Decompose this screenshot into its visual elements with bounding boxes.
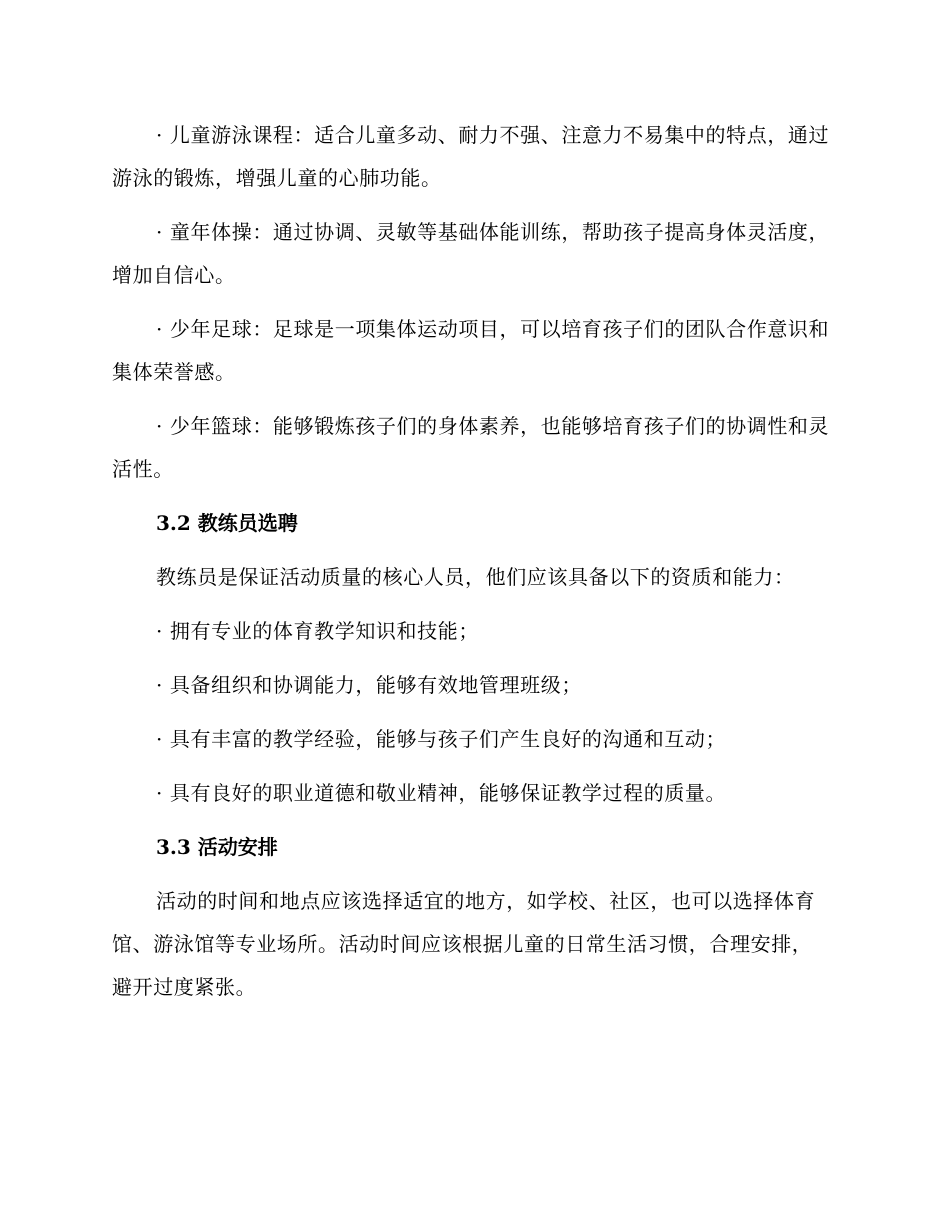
program-item-football: · 少年足球：足球是一项集体运动项目，可以培育孩子们的团队合作意识和集体荣誉感。 bbox=[112, 317, 830, 384]
program-item-basketball: · 少年篮球：能够锻炼孩子们的身体素养，也能够培育孩子们的协调性和灵活性。 bbox=[112, 414, 830, 481]
coach-requirement-item: · 具有丰富的教学经验，能够与孩子们产生良好的沟通和互动； bbox=[156, 727, 727, 751]
coach-requirement-item: · 具有良好的职业道德和敬业精神，能够保证教学过程的质量。 bbox=[156, 781, 727, 805]
section-heading-activity-arrangement: 3.3 活动安排 bbox=[156, 835, 278, 859]
program-item-swimming: · 儿童游泳课程：适合儿童多动、耐力不强、注意力不易集中的特点，通过游泳的锻炼，增强儿童的心肺功能。 bbox=[112, 123, 830, 190]
program-item-gymnastics: · 童年体操：通过协调、灵敏等基础体能训练，帮助孩子提高身体灵活度，增加自信心。 bbox=[112, 220, 830, 287]
coach-requirement-item: · 具备组织和协调能力，能够有效地管理班级； bbox=[156, 673, 582, 697]
section-heading-coach-selection: 3.2 教练员选聘 bbox=[156, 511, 298, 535]
coach-selection-intro: 教练员是保证活动质量的核心人员，他们应该具备以下的资质和能力： bbox=[156, 565, 795, 589]
coach-requirement-item: · 拥有专业的体育教学知识和技能； bbox=[156, 619, 479, 643]
activity-arrangement-body: 活动的时间和地点应该选择适宜的地方，如学校、社区，也可以选择体育馆、游泳馆等专业场所。活动时间应该根据儿童的日常生活习惯，合理安排，避开过度紧张。 bbox=[112, 889, 816, 999]
document-content bbox=[112, 114, 832, 1009]
